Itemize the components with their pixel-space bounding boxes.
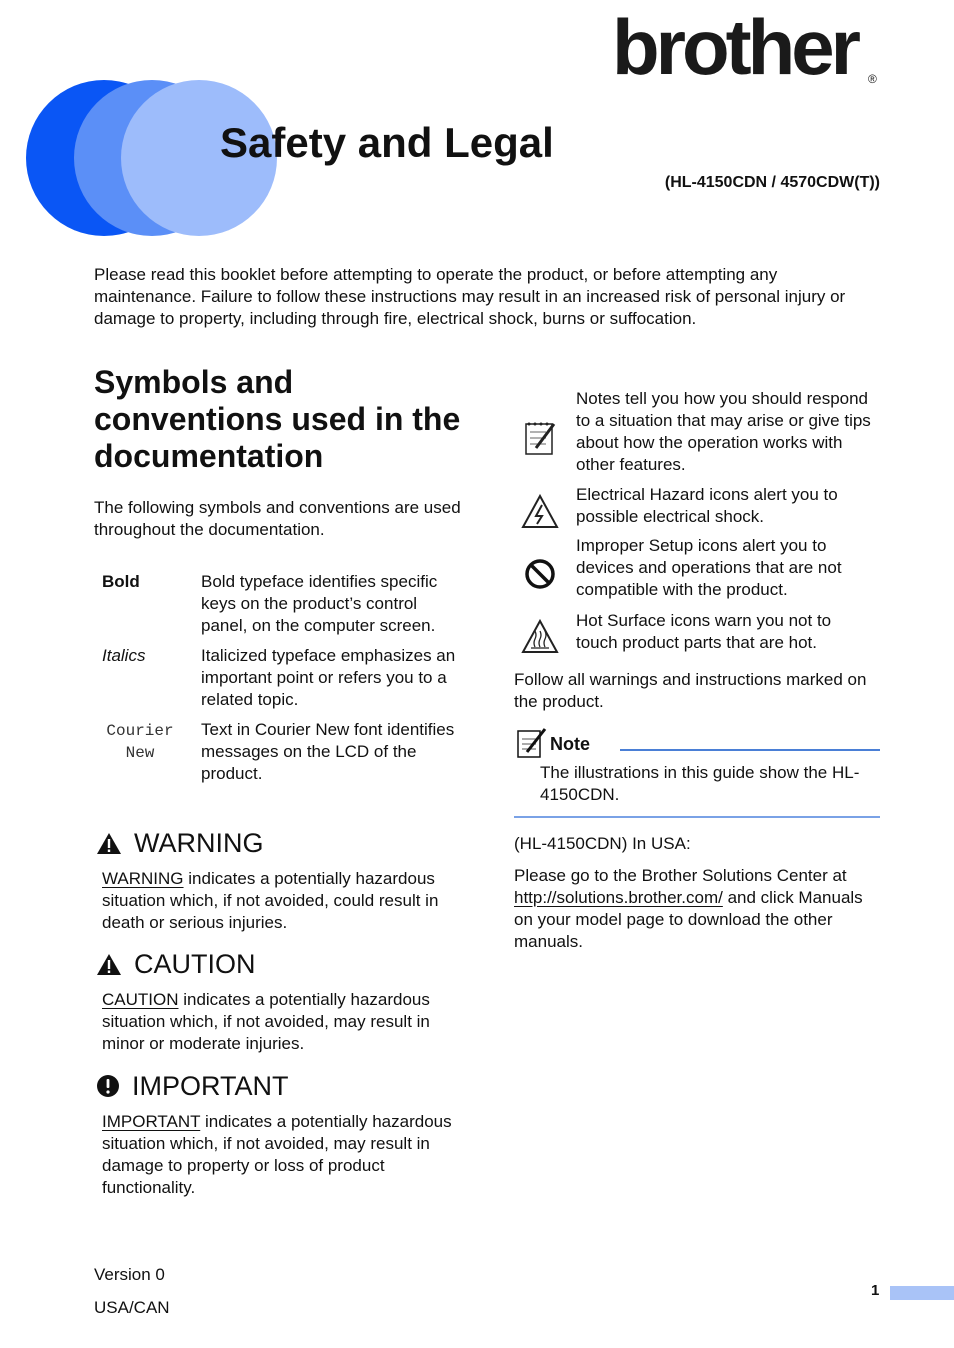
model-numbers: (HL-4150CDN / 4570CDW(T))	[664, 174, 880, 191]
warning-triangle-icon	[96, 831, 122, 855]
convention-term-italics: Italics	[102, 646, 146, 665]
note-top-rule	[620, 749, 880, 751]
convention-term-courier: Courier New	[106, 722, 174, 762]
note-label: Note	[550, 734, 590, 754]
note-text: The illustrations in this guide show the HL-4150CDN.	[540, 763, 860, 804]
usa-paragraph	[514, 865, 880, 953]
important-heading	[96, 1070, 289, 1102]
warning-title: WARNING	[134, 828, 264, 858]
convention-desc-italics: Italicized typeface emphasizes an important point or refers you to a related topic.	[201, 646, 456, 709]
important-body: indicates a potentially hazardous situation which, if not avoided, may result in damage to property or loss of product functionality.	[102, 1112, 452, 1197]
follow-instructions: Follow all warnings and instructions marked on the product.	[514, 670, 867, 711]
caution-heading	[96, 948, 256, 980]
caution-body: indicates a potentially hazardous situation which, if not avoided, may result in minor or moderate injuries.	[102, 990, 430, 1053]
important-title: IMPORTANT	[132, 1071, 289, 1101]
note-pad-small-icon	[514, 726, 548, 760]
caution-text	[102, 989, 458, 1055]
footer-region: USA/CAN	[94, 1298, 170, 1317]
caution-keyword: CAUTION	[102, 990, 179, 1009]
caution-triangle-icon	[96, 952, 122, 976]
prohibited-icon	[520, 554, 560, 594]
caution-title: CAUTION	[134, 949, 256, 979]
symbols-lead: The following symbols and conventions are used throughout the documentation.	[94, 498, 461, 539]
convention-desc-bold: Bold typeface identifies specific keys on the product’s control panel, on the computer screen.	[201, 572, 438, 635]
electrical-hazard-icon	[520, 492, 560, 532]
hot-surface-description: Hot Surface icons warn you not to touch product parts that are hot.	[576, 611, 832, 652]
prohibited-description: Improper Setup icons alert you to devices and operations that are not compatible with the product.	[576, 536, 842, 599]
hot-surface-icon	[520, 617, 560, 657]
solutions-center-link[interactable]: http://solutions.brother.com/	[514, 888, 723, 907]
warning-keyword: WARNING	[102, 869, 184, 888]
page-number: 1	[871, 1282, 880, 1299]
convention-term-bold: Bold	[102, 572, 140, 591]
brand-logo: brother	[612, 3, 857, 91]
important-keyword: IMPORTANT	[102, 1112, 201, 1131]
note-pad-icon	[520, 418, 560, 458]
important-text	[102, 1111, 458, 1199]
note-bottom-rule	[514, 816, 880, 818]
important-circle-icon	[96, 1074, 120, 1098]
warning-text	[102, 868, 458, 934]
usa-heading: (HL-4150CDN) In USA:	[514, 834, 691, 853]
warning-body: indicates a potentially hazardous situation which, if not avoided, could result in death or serious injuries.	[102, 869, 439, 932]
convention-desc-courier: Text in Courier New font identifies messages on the LCD of the product.	[201, 720, 455, 783]
usa-line1: Please go to the Brother Solutions Center at	[514, 866, 847, 885]
registered-mark: ®	[868, 72, 877, 86]
electrical-hazard-description: Electrical Hazard icons alert you to possible electrical shock.	[576, 485, 838, 526]
page-number-bar	[890, 1286, 954, 1300]
note-icon-description: Notes tell you how you should respond to a situation that may arise or give tips about how the operation works with other features.	[576, 389, 871, 474]
intro-paragraph: Please read this booklet before attempting to operate the product, or before attempting any maintenance. Failure to follow these instructions may result in an increased risk of personal injury or damage to property, including through fire, electrical shock, burns or suffocation.	[94, 265, 846, 328]
footer-version: Version 0	[94, 1265, 165, 1284]
page-title: Safety and Legal	[220, 119, 554, 166]
section-heading-symbols: Symbols and conventions used in the documentation	[94, 364, 461, 474]
usa-line2: and click Manuals on your model page to download the other manuals.	[514, 888, 863, 951]
warning-heading	[96, 827, 264, 859]
